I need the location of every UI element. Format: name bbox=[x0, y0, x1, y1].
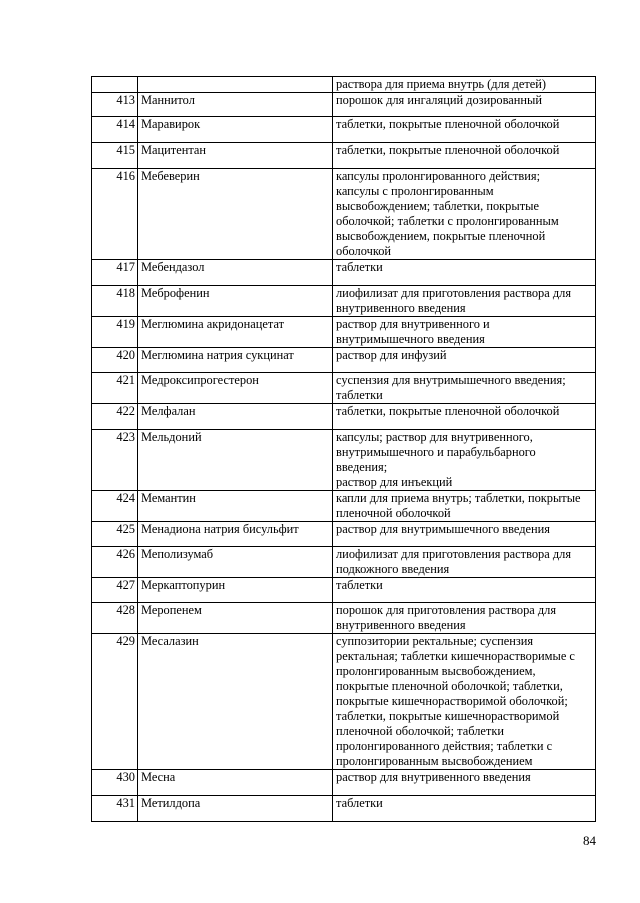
drug-name: Меропенем bbox=[138, 603, 333, 634]
table-row bbox=[92, 796, 596, 822]
table-row bbox=[92, 77, 596, 93]
drug-name: Мебеверин bbox=[138, 169, 333, 260]
drug-name bbox=[138, 77, 333, 93]
dosage-form: таблетки, покрытые пленочной оболочкой bbox=[333, 117, 596, 143]
table-row bbox=[92, 117, 596, 143]
table-row bbox=[92, 373, 596, 404]
dosage-form: суспензия для внутримышечного введения; таблетки bbox=[333, 373, 596, 404]
dosage-form: таблетки bbox=[333, 578, 596, 603]
table-row bbox=[92, 547, 596, 578]
dosage-form: лиофилизат для приготовления раствора для подкожного введения bbox=[333, 547, 596, 578]
row-number: 419 bbox=[92, 317, 138, 348]
table-row bbox=[92, 143, 596, 169]
table-row bbox=[92, 578, 596, 603]
dosage-form: раствор для внутримышечного введения bbox=[333, 522, 596, 547]
drug-name: Месалазин bbox=[138, 634, 333, 770]
row-number: 429 bbox=[92, 634, 138, 770]
dosage-form: лиофилизат для приготовления раствора для внутривенного введения bbox=[333, 286, 596, 317]
table-row bbox=[92, 634, 596, 770]
drug-name: Маравирок bbox=[138, 117, 333, 143]
dosage-form: раствора для приема внутрь (для детей) bbox=[333, 77, 596, 93]
row-number: 430 bbox=[92, 770, 138, 796]
row-number: 422 bbox=[92, 404, 138, 430]
row-number: 431 bbox=[92, 796, 138, 822]
row-number: 414 bbox=[92, 117, 138, 143]
row-number: 421 bbox=[92, 373, 138, 404]
table-row bbox=[92, 491, 596, 522]
drug-name: Меглюмина натрия сукцинат bbox=[138, 348, 333, 373]
table-row bbox=[92, 603, 596, 634]
row-number: 416 bbox=[92, 169, 138, 260]
dosage-form: капсулы; раствор для внутривенного, внутримышечного и парабульбарного введения; раствор для инъекций bbox=[333, 430, 596, 491]
table-row bbox=[92, 348, 596, 373]
row-number: 413 bbox=[92, 93, 138, 117]
row-number: 424 bbox=[92, 491, 138, 522]
table-row bbox=[92, 430, 596, 491]
row-number: 415 bbox=[92, 143, 138, 169]
row-number: 426 bbox=[92, 547, 138, 578]
row-number: 417 bbox=[92, 260, 138, 286]
dosage-form: порошок для ингаляций дозированный bbox=[333, 93, 596, 117]
row-number: 420 bbox=[92, 348, 138, 373]
table-row bbox=[92, 169, 596, 260]
dosage-form: капли для приема внутрь; таблетки, покрытые пленочной оболочкой bbox=[333, 491, 596, 522]
row-number: 428 bbox=[92, 603, 138, 634]
row-number: 427 bbox=[92, 578, 138, 603]
drug-name: Метилдопа bbox=[138, 796, 333, 822]
row-number: 423 bbox=[92, 430, 138, 491]
dosage-form: раствор для внутривенного и внутримышечного введения bbox=[333, 317, 596, 348]
drug-name: Мельдоний bbox=[138, 430, 333, 491]
dosage-form: таблетки bbox=[333, 796, 596, 822]
row-number: 418 bbox=[92, 286, 138, 317]
row-number: 425 bbox=[92, 522, 138, 547]
dosage-form: таблетки bbox=[333, 260, 596, 286]
drug-name: Меполизумаб bbox=[138, 547, 333, 578]
drug-name: Меглюмина акридонацетат bbox=[138, 317, 333, 348]
table-row bbox=[92, 93, 596, 117]
dosage-form: капсулы пролонгированного действия; капсулы с пролонгированным высвобождением; таблетки, покрытые оболочкой; таблетки с пролонгированным высвобождением, покрытые пленочной оболочкой bbox=[333, 169, 596, 260]
medication-table bbox=[91, 76, 596, 822]
drug-name: Мемантин bbox=[138, 491, 333, 522]
row-number bbox=[92, 77, 138, 93]
dosage-form: таблетки, покрытые пленочной оболочкой bbox=[333, 143, 596, 169]
medication-table-body bbox=[92, 77, 596, 822]
table-row bbox=[92, 286, 596, 317]
drug-name: Медроксипрогестерон bbox=[138, 373, 333, 404]
table-row bbox=[92, 522, 596, 547]
dosage-form: суппозитории ректальные; суспензия ректальная; таблетки кишечнорастворимые с пролонгированным высвобождением, покрытые пленочной оболочкой; таблетки, покрытые кишечнорастворимой оболочкой; таблетки, покрытые кишечнорастворимой пленочной оболочкой; таблетки пролонгированного действия; таблетки с пролонгированным высвобождением bbox=[333, 634, 596, 770]
page-number: 84 bbox=[583, 833, 596, 848]
table-row bbox=[92, 770, 596, 796]
table-row bbox=[92, 404, 596, 430]
dosage-form: таблетки, покрытые пленочной оболочкой bbox=[333, 404, 596, 430]
dosage-form: порошок для приготовления раствора для внутривенного введения bbox=[333, 603, 596, 634]
dosage-form: раствор для внутривенного введения bbox=[333, 770, 596, 796]
drug-name: Месна bbox=[138, 770, 333, 796]
dosage-form: раствор для инфузий bbox=[333, 348, 596, 373]
table-row bbox=[92, 317, 596, 348]
drug-name: Маннитол bbox=[138, 93, 333, 117]
drug-name: Меркаптопурин bbox=[138, 578, 333, 603]
drug-name: Мацитентан bbox=[138, 143, 333, 169]
drug-name: Менадиона натрия бисульфит bbox=[138, 522, 333, 547]
drug-name: Мелфалан bbox=[138, 404, 333, 430]
table-row bbox=[92, 260, 596, 286]
drug-name: Меброфенин bbox=[138, 286, 333, 317]
drug-name: Мебендазол bbox=[138, 260, 333, 286]
